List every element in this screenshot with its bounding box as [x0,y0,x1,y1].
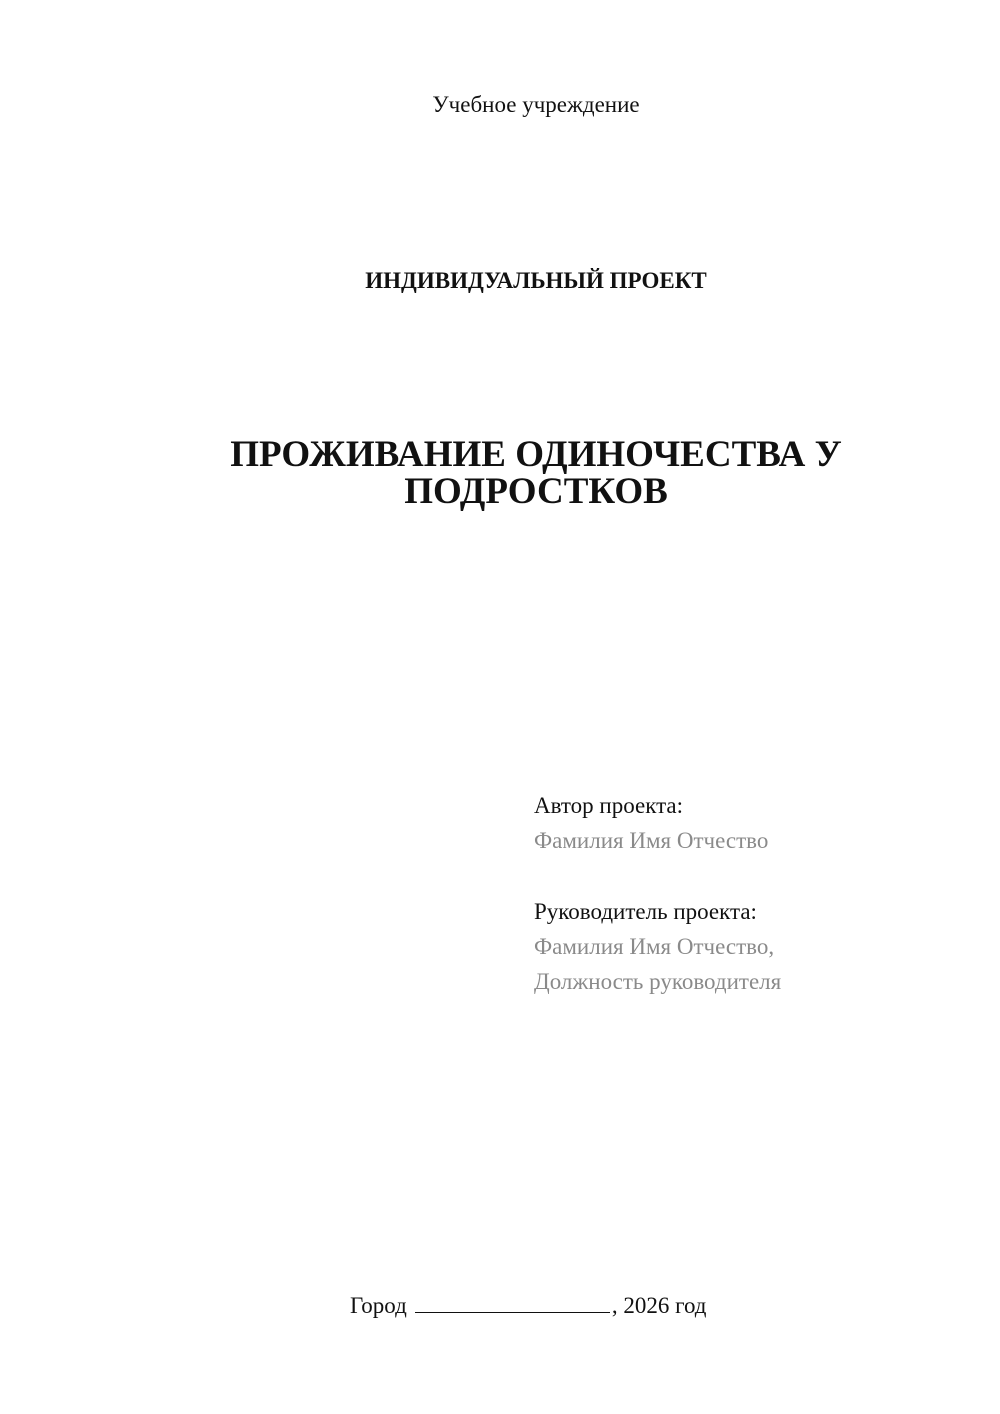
year-text: , 2026 год [611,1293,707,1318]
supervisor-position: Должность руководителя [534,969,782,994]
project-title-line-2: ПОДРОСТКОВ [404,471,668,512]
project-info [534,788,974,999]
city-label: Город [350,1293,407,1318]
city-blank-line [415,1292,610,1313]
supervisor-name: Фамилия Имя Отчество, [534,934,775,959]
project-title [0,436,1000,510]
info-spacer [534,858,974,894]
project-title-line-1: ПРОЖИВАНИЕ ОДИНОЧЕСТВА У [230,434,842,475]
document-type: ИНДИВИДУАЛЬНЫЙ ПРОЕКТ [365,268,707,293]
institution-name: Учебное учреждение [432,92,640,117]
author-label: Автор проекта: [534,793,683,818]
author-name: Фамилия Имя Отчество [534,828,769,853]
city-year-line [350,1292,706,1319]
supervisor-label: Руководитель проекта: [534,899,757,924]
